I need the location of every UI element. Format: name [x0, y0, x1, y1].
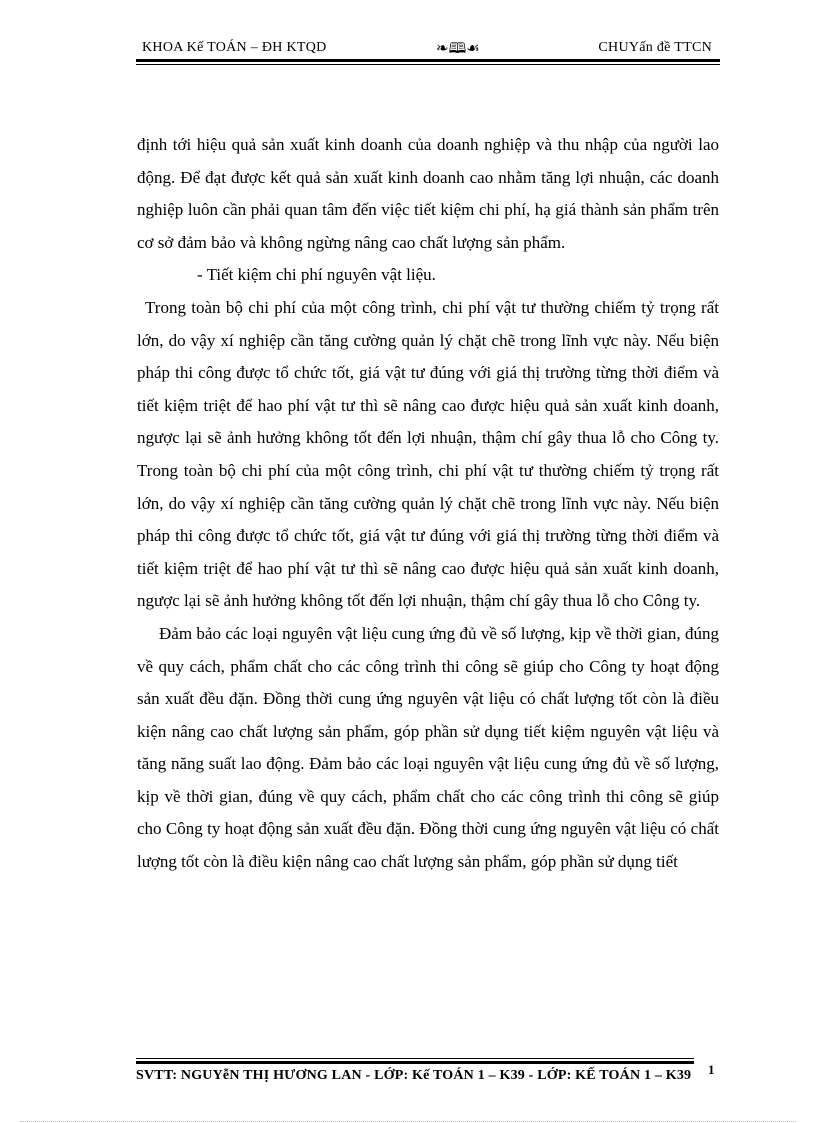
header-right-text: CHUYấn đề TTCN	[598, 40, 712, 55]
header-ornament-icon: ❧🕮☙	[436, 41, 480, 57]
header-rule-thick	[136, 59, 720, 62]
page-bottom-border	[20, 1121, 796, 1122]
header-left-text: KHOA Kế TOÁN – ĐH KTQD	[142, 40, 327, 55]
header-rule-thin	[136, 64, 720, 65]
page-number: 1	[708, 1062, 715, 1077]
paragraph: Đảm bảo các loại nguyên vật liệu cung ứng đủ về số lượng, kịp về thời gian, đúng về quy cách, phẩm chất cho các công trình thi công sẽ giúp cho Công ty hoạt động sản xuất đều đặn. Đồng thời cung ứng nguyên vật liệu có chất lượng tốt còn là điều kiện nâng cao chất lượng sản phẩm, góp phần sử dụng tiết kiệm nguyên vật liệu và tăng năng suất lao động. Đảm bảo các loại nguyên vật liệu cung ứng đủ về số lượng, kịp về thời gian, đúng về quy cách, phẩm chất cho các công trình thi công sẽ giúp cho Công ty hoạt động sản xuất đều đặn. Đồng thời cung ứng nguyên vật liệu có chất lượng tốt còn là điều kiện nâng cao chất lượng sản phẩm, góp phần sử dụng tiết	[137, 623, 719, 872]
footer-rule-thin	[136, 1058, 694, 1059]
page-header	[136, 38, 720, 58]
paragraph: Trong toàn bộ chi phí của một công trình, chi phí vật tư thường chiếm tỷ trọng rất lớn, do vậy xí nghiệp cần tăng cường quản lý chặt chẽ trong lĩnh vực này. Nếu biện pháp thi công được tổ chức tốt, giá vật tư đúng với giá thị trường từng thời điểm và tiết kiệm triệt để hao phí vật tư thì sẽ nâng cao được hiệu quả sản xuất kinh doanh, ngược lại sẽ ảnh hưởng không tốt đến lợi nhuận, thậm chí gây thua lỗ cho Công ty. Trong toàn bộ chi phí của một công trình, chi phí vật tư thường chiếm tỷ trọng rất lớn, do vậy xí nghiệp cần tăng cường quản lý chặt chẽ trong lĩnh vực này. Nếu biện pháp thi công được tổ chức tốt, giá vật tư đúng với giá thị trường từng thời điểm và tiết kiệm triệt để hao phí vật tư thì sẽ nâng cao được hiệu quả sản xuất kinh doanh, ngược lại sẽ ảnh hưởng không tốt đến lợi nhuận, thậm chí gây thua lỗ cho Công ty.	[137, 297, 719, 611]
paragraph-heading: - Tiết kiệm chi phí nguyên vật liệu.	[197, 265, 436, 285]
footer-rule-thick	[136, 1061, 694, 1064]
document-body	[137, 129, 719, 879]
paragraph: định tới hiệu quả sản xuất kinh doanh của doanh nghiệp và thu nhập của người lao động. Để đạt được kết quả sản xuất kinh doanh cao nhằm tăng lợi nhuận, các doanh nghiệp luôn cần phải quan tâm đến việc tiết kiệm chi phí, hạ giá thành sản phẩm trên cơ sở đảm bảo và không ngừng nâng cao chất lượng sản phẩm.	[137, 135, 719, 252]
page-footer: SVTT: NGUYễN THỊ HƯƠNG LAN - LỚP: Kế TOÁN 1 – K39 - LỚP: KẾ TOÁN 1 – K39	[136, 1068, 692, 1083]
